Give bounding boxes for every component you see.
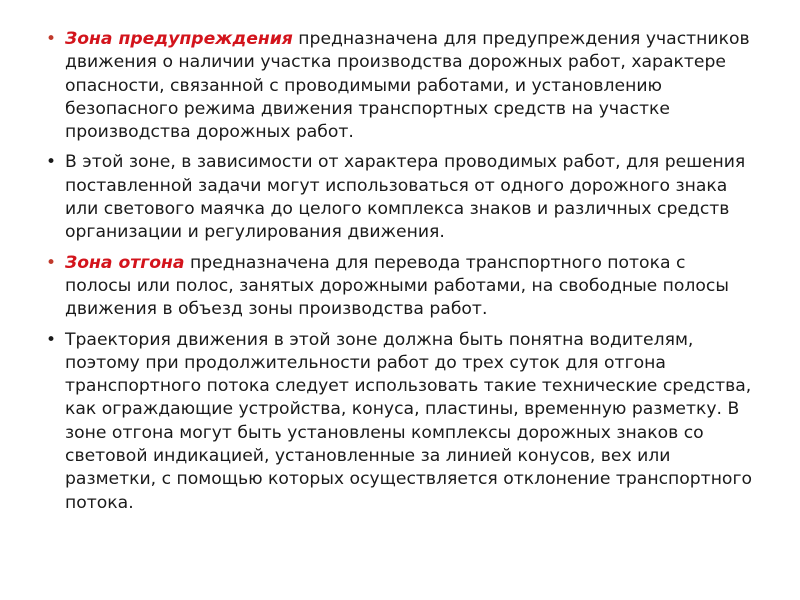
bullet-item-diversion-zone-details	[46, 329, 756, 515]
bullet-marker-icon: •	[46, 252, 57, 273]
bullet-item-warning-zone	[46, 28, 756, 144]
bullet-text: предназначена для предупреждения участников движения о наличии участка производства дорожных работ, характере опасности, связанной с проводимыми работами, и установлению безопасного режима движения транспортных средств на участке производства дорожных работ.	[65, 29, 750, 143]
bullet-list	[46, 28, 756, 522]
bullet-item-warning-zone-details	[46, 151, 756, 244]
bullet-text: Траектория движения в этой зоне должна быть понятна водителям, поэтому при продолжительности работ до трех суток для отгона транспортного потока следует использовать такие технические средства, как ограждающие устройства, конуса, пластины, временную разметку. В зоне отгона могут быть установлены комплексы дорожных знаков со световой индикацией, установленные за линией конусов, вех или разметки, с помощью которых осуществляется отклонение транспортного потока.	[65, 329, 752, 513]
bullet-marker-icon: •	[46, 329, 57, 350]
bullet-text: В этой зоне, в зависимости от характера проводимых работ, для решения поставленной задачи могут использоваться от одного дорожного знака или светового маячка до целого комплекса знаков и различных средств организации и регулирования движения.	[65, 152, 746, 243]
bullet-text: предназначена для перевода транспортного потока с полосы или полос, занятых дорожными работами, на свободные полосы движения в объезд зоны производства работ.	[65, 252, 729, 320]
term-diversion-zone: Зона отгона	[65, 252, 185, 273]
term-warning-zone: Зона предупреждения	[65, 29, 293, 49]
bullet-item-diversion-zone	[46, 252, 756, 322]
bullet-marker-icon: •	[46, 29, 57, 49]
bullet-marker-icon: •	[46, 152, 57, 173]
